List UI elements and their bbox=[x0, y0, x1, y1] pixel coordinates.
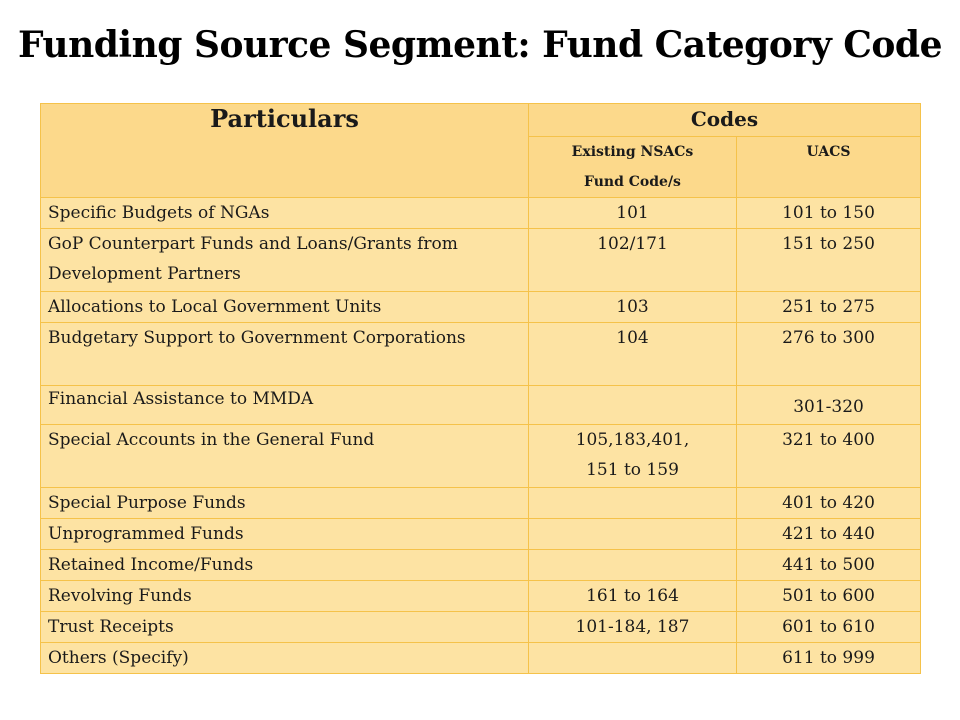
cell-uacs: 501 to 600 bbox=[737, 581, 921, 612]
cell-uacs: 421 to 440 bbox=[737, 519, 921, 550]
cell-uacs: 321 to 400 bbox=[737, 425, 921, 488]
table-row bbox=[41, 229, 921, 292]
header-existing-nsacs bbox=[529, 137, 737, 198]
cell-existing: 101-184, 187 bbox=[529, 612, 737, 643]
cell-particular: Allocations to Local Government Units bbox=[41, 292, 529, 323]
cell-existing-line1: 105,183,401, bbox=[575, 430, 690, 450]
table-row bbox=[41, 292, 921, 323]
cell-uacs: 611 to 999 bbox=[737, 643, 921, 674]
cell-particular: GoP Counterpart Funds and Loans/Grants from Development Partners bbox=[41, 229, 529, 292]
cell-particular: Others (Specify) bbox=[41, 643, 529, 674]
cell-uacs: 401 to 420 bbox=[737, 488, 921, 519]
fund-category-table bbox=[40, 103, 921, 674]
cell-particular: Retained Income/Funds bbox=[41, 550, 529, 581]
cell-uacs: 276 to 300 bbox=[737, 323, 921, 386]
cell-uacs: 301-320 bbox=[737, 386, 921, 425]
table-row bbox=[41, 198, 921, 229]
cell-existing bbox=[529, 643, 737, 674]
cell-uacs: 101 to 150 bbox=[737, 198, 921, 229]
table-row bbox=[41, 386, 921, 425]
cell-particular: Special Accounts in the General Fund bbox=[41, 425, 529, 488]
cell-uacs: 151 to 250 bbox=[737, 229, 921, 292]
table-row bbox=[41, 425, 921, 488]
header-existing-line2: Fund Code/s bbox=[584, 174, 681, 190]
cell-existing: 103 bbox=[529, 292, 737, 323]
cell-existing-line2: 151 to 159 bbox=[586, 460, 679, 480]
header-particulars: Particulars bbox=[41, 104, 529, 198]
table-row bbox=[41, 488, 921, 519]
cell-uacs: 251 to 275 bbox=[737, 292, 921, 323]
cell-existing: 101 bbox=[529, 198, 737, 229]
header-uacs: UACS bbox=[737, 137, 921, 198]
cell-existing bbox=[529, 386, 737, 425]
table-row bbox=[41, 550, 921, 581]
cell-existing bbox=[529, 425, 737, 488]
cell-existing bbox=[529, 488, 737, 519]
table-row bbox=[41, 323, 921, 386]
cell-uacs: 601 to 610 bbox=[737, 612, 921, 643]
header-codes: Codes bbox=[529, 104, 921, 137]
cell-particular: Specific Budgets of NGAs bbox=[41, 198, 529, 229]
table-row bbox=[41, 612, 921, 643]
slide-title: Funding Source Segment: Fund Category Code bbox=[17, 24, 943, 66]
cell-particular: Trust Receipts bbox=[41, 612, 529, 643]
table-row bbox=[41, 581, 921, 612]
cell-existing bbox=[529, 550, 737, 581]
cell-particular: Special Purpose Funds bbox=[41, 488, 529, 519]
cell-existing: 102/171 bbox=[529, 229, 737, 292]
cell-existing bbox=[529, 519, 737, 550]
cell-particular: Unprogrammed Funds bbox=[41, 519, 529, 550]
cell-existing: 104 bbox=[529, 323, 737, 386]
cell-particular: Revolving Funds bbox=[41, 581, 529, 612]
cell-existing: 161 to 164 bbox=[529, 581, 737, 612]
cell-uacs: 441 to 500 bbox=[737, 550, 921, 581]
cell-particular: Financial Assistance to MMDA bbox=[41, 386, 529, 425]
table-row bbox=[41, 643, 921, 674]
table-header-row bbox=[41, 104, 921, 137]
table-row bbox=[41, 519, 921, 550]
cell-particular: Budgetary Support to Government Corporations bbox=[41, 323, 529, 386]
header-existing-line1: Existing NSACs bbox=[571, 144, 694, 160]
